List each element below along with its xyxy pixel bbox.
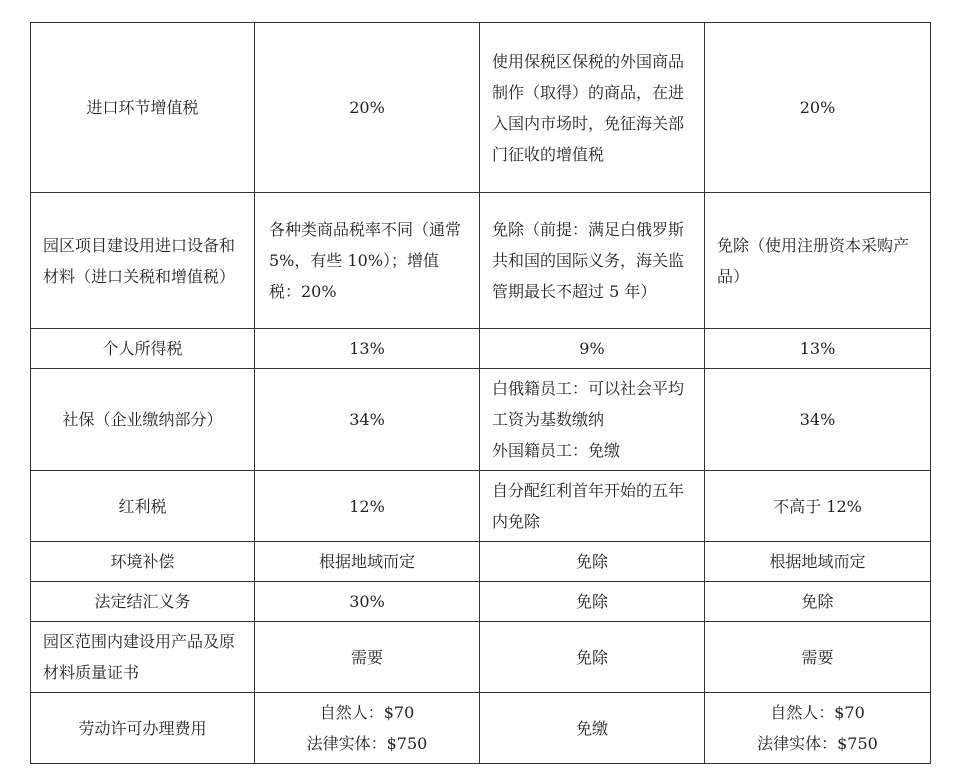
- table-row: [31, 693, 931, 764]
- table-cell: 20%: [255, 23, 480, 193]
- table-row: [31, 622, 931, 693]
- table-cell: 根据地域而定: [255, 542, 480, 582]
- table-row: [31, 369, 931, 471]
- row-label: 红利税: [31, 471, 255, 542]
- table-cell: 12%: [255, 471, 480, 542]
- row-label: 劳动许可办理费用: [31, 693, 255, 764]
- table-row: [31, 23, 931, 193]
- row-label: 进口环节增值税: [31, 23, 255, 193]
- table-cell: 白俄籍员工：可以社会平均工资为基数缴纳 外国籍员工：免缴: [480, 369, 705, 471]
- table-cell: 免除（使用注册资本采购产品）: [705, 193, 931, 329]
- table-cell: 自然人：$70 法律实体：$750: [705, 693, 931, 764]
- table-cell: 13%: [705, 329, 931, 369]
- table-cell: 免除: [480, 542, 705, 582]
- table-row: [31, 193, 931, 329]
- table-cell: 自分配红利首年开始的五年内免除: [480, 471, 705, 542]
- table-cell: 20%: [705, 23, 931, 193]
- row-label: 法定结汇义务: [31, 582, 255, 622]
- table-cell: 34%: [255, 369, 480, 471]
- table-cell: 9%: [480, 329, 705, 369]
- row-label: 园区范围内建设用产品及原材料质量证书: [31, 622, 255, 693]
- table-cell: 免除: [705, 582, 931, 622]
- row-label: 园区项目建设用进口设备和材料（进口关税和增值税）: [31, 193, 255, 329]
- table-row: [31, 582, 931, 622]
- table-cell: 免除: [480, 622, 705, 693]
- table-cell: 不高于 12%: [705, 471, 931, 542]
- table-cell: 免除: [480, 582, 705, 622]
- table-cell: 自然人：$70 法律实体：$750: [255, 693, 480, 764]
- row-label: 环境补偿: [31, 542, 255, 582]
- table-cell: 各种类商品税率不同（通常 5%，有些 10%）；增值税：20%: [255, 193, 480, 329]
- table-row: [31, 542, 931, 582]
- table-row: [31, 471, 931, 542]
- table-cell: 需要: [705, 622, 931, 693]
- table-cell: 需要: [255, 622, 480, 693]
- table-cell: 免缴: [480, 693, 705, 764]
- table-cell: 34%: [705, 369, 931, 471]
- table-cell: 30%: [255, 582, 480, 622]
- table-cell: 免除（前提：满足白俄罗斯共和国的国际义务，海关监管期最长不超过 5 年）: [480, 193, 705, 329]
- row-label: 个人所得税: [31, 329, 255, 369]
- table-cell: 根据地域而定: [705, 542, 931, 582]
- table-row: [31, 329, 931, 369]
- table-cell: 使用保税区保税的外国商品制作（取得）的商品，在进入国内市场时，免征海关部门征收的增值税: [480, 23, 705, 193]
- table-cell: 13%: [255, 329, 480, 369]
- row-label: 社保（企业缴纳部分）: [31, 369, 255, 471]
- tax-comparison-table: [30, 22, 931, 764]
